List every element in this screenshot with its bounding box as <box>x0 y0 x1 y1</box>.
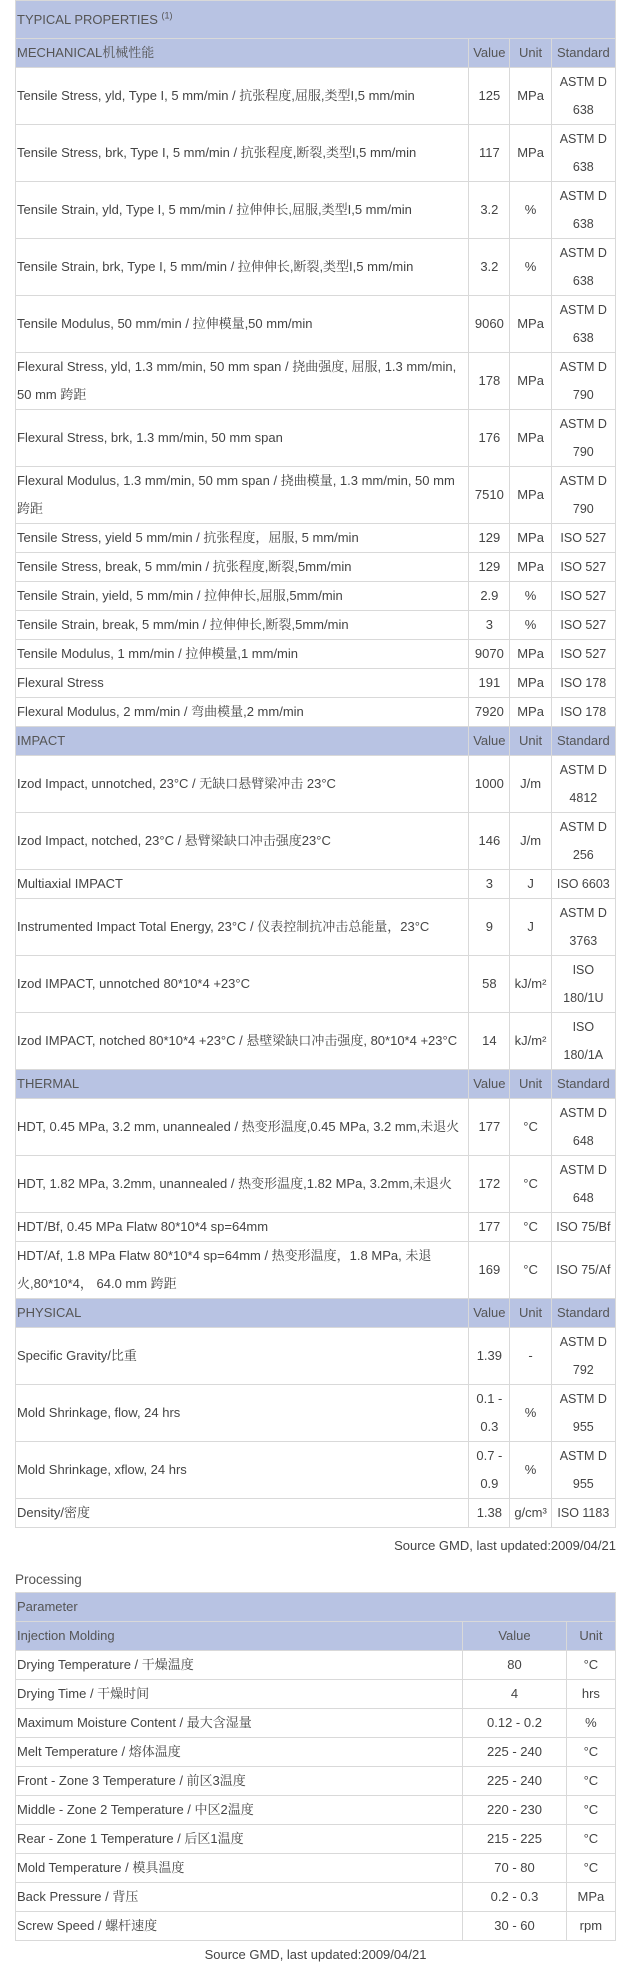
table-row <box>16 1796 616 1825</box>
property-unit: kJ/m² <box>510 1013 551 1070</box>
property-value: 3.2 <box>469 239 510 296</box>
unit-header: Unit <box>510 1299 551 1328</box>
property-unit: J/m <box>510 813 551 870</box>
table-row <box>16 1099 616 1156</box>
property-standard: ASTM D 638 <box>551 296 615 353</box>
property-name: Flexural Stress <box>16 669 469 698</box>
parameter-unit: MPa <box>566 1883 615 1912</box>
unit-header: Unit <box>510 727 551 756</box>
property-value: 172 <box>469 1156 510 1213</box>
table-row <box>16 1213 616 1242</box>
property-value: 177 <box>469 1099 510 1156</box>
parameter-name: Drying Time / 干燥时间 <box>16 1680 463 1709</box>
parameter-value: 0.12 - 0.2 <box>463 1709 567 1738</box>
unit-header: Unit <box>566 1622 615 1651</box>
property-value: 58 <box>469 956 510 1013</box>
property-standard: ISO 75/Bf <box>551 1213 615 1242</box>
property-standard: ASTM D 790 <box>551 467 615 524</box>
parameter-unit: °C <box>566 1767 615 1796</box>
parameter-value: 80 <box>463 1651 567 1680</box>
property-standard: ASTM D 790 <box>551 353 615 410</box>
table-row <box>16 582 616 611</box>
property-standard: ISO 75/Af <box>551 1242 615 1299</box>
parameter-name: Back Pressure / 背压 <box>16 1883 463 1912</box>
table-row <box>16 1242 616 1299</box>
property-value: 129 <box>469 524 510 553</box>
property-unit: % <box>510 582 551 611</box>
table-row <box>16 239 616 296</box>
property-standard: ASTM D 638 <box>551 125 615 182</box>
property-unit: kJ/m² <box>510 956 551 1013</box>
table-row <box>16 698 616 727</box>
property-value: 0.1 - 0.3 <box>469 1385 510 1442</box>
property-unit: MPa <box>510 68 551 125</box>
property-unit: % <box>510 1385 551 1442</box>
section-header-row <box>16 1070 616 1099</box>
section-header-row <box>16 39 616 68</box>
table-row <box>16 1013 616 1070</box>
property-name: HDT, 1.82 MPa, 3.2mm, unannealed / 热变形温度,1.82 MPa, 3.2mm,未退火 <box>16 1156 469 1213</box>
property-unit: J <box>510 899 551 956</box>
property-name: Density/密度 <box>16 1499 469 1528</box>
property-standard: ASTM D 638 <box>551 239 615 296</box>
property-standard: ISO 178 <box>551 698 615 727</box>
property-unit: - <box>510 1328 551 1385</box>
property-value: 129 <box>469 553 510 582</box>
property-name: Specific Gravity/比重 <box>16 1328 469 1385</box>
table-row <box>16 1442 616 1499</box>
table-row <box>16 756 616 813</box>
property-value: 9 <box>469 899 510 956</box>
property-standard: ASTM D 790 <box>551 410 615 467</box>
property-unit: MPa <box>510 410 551 467</box>
table-row <box>16 870 616 899</box>
property-value: 0.7 - 0.9 <box>469 1442 510 1499</box>
property-unit: J <box>510 870 551 899</box>
processing-source-note: Source GMD, last updated:2009/04/21 <box>204 1947 427 1962</box>
parameter-name: Maximum Moisture Content / 最大含湿量 <box>16 1709 463 1738</box>
property-unit: % <box>510 611 551 640</box>
section-name: IMPACT <box>16 727 469 756</box>
unit-header: Unit <box>510 1070 551 1099</box>
property-standard: ISO 527 <box>551 524 615 553</box>
table-row <box>16 1680 616 1709</box>
property-value: 7510 <box>469 467 510 524</box>
property-name: Mold Shrinkage, xflow, 24 hrs <box>16 1442 469 1499</box>
property-unit: °C <box>510 1242 551 1299</box>
property-unit: % <box>510 239 551 296</box>
property-name: Mold Shrinkage, flow, 24 hrs <box>16 1385 469 1442</box>
table-row <box>16 813 616 870</box>
table-row <box>16 125 616 182</box>
table-row <box>16 1651 616 1680</box>
value-header: Value <box>469 39 510 68</box>
parameter-unit: °C <box>566 1854 615 1883</box>
property-unit: % <box>510 182 551 239</box>
table-row <box>16 611 616 640</box>
parameter-name: Screw Speed / 螺杆速度 <box>16 1912 463 1941</box>
parameter-name: Middle - Zone 2 Temperature / 中区2温度 <box>16 1796 463 1825</box>
property-name: Tensile Modulus, 1 mm/min / 拉伸模量,1 mm/min <box>16 640 469 669</box>
property-standard: ISO 178 <box>551 669 615 698</box>
property-standard: ASTM D 638 <box>551 182 615 239</box>
value-header: Value <box>469 727 510 756</box>
property-standard: ISO 527 <box>551 553 615 582</box>
properties-title-row <box>16 1 616 39</box>
property-name: Tensile Modulus, 50 mm/min / 拉伸模量,50 mm/min <box>16 296 469 353</box>
table-row <box>16 1883 616 1912</box>
property-name: Tensile Stress, break, 5 mm/min / 抗张程度,断裂,5mm/min <box>16 553 469 582</box>
processing-table <box>15 1592 616 1941</box>
property-value: 3 <box>469 611 510 640</box>
table-row <box>16 353 616 410</box>
property-name: Tensile Strain, break, 5 mm/min / 拉伸伸长,断裂,5mm/min <box>16 611 469 640</box>
property-standard: ISO 527 <box>551 640 615 669</box>
table-row <box>16 1767 616 1796</box>
property-name: Flexural Modulus, 2 mm/min / 弯曲模量,2 mm/min <box>16 698 469 727</box>
property-name: Tensile Stress, yld, Type I, 5 mm/min / 抗张程度,屈服,类型I,5 mm/min <box>16 68 469 125</box>
parameter-name: Rear - Zone 1 Temperature / 后区1温度 <box>16 1825 463 1854</box>
property-standard: ASTM D 955 <box>551 1442 615 1499</box>
properties-title: TYPICAL PROPERTIES $^{(1)}$ <box>16 1 616 39</box>
property-unit: J/m <box>510 756 551 813</box>
property-name: Izod IMPACT, notched 80*10*4 +23°C / 悬壁梁缺口冲击强度, 80*10*4 +23°C <box>16 1013 469 1070</box>
title-footnote-marker: (1) <box>161 10 173 21</box>
section-name: MECHANICAL机械性能 <box>16 39 469 68</box>
value-header: Value <box>469 1070 510 1099</box>
table-row <box>16 899 616 956</box>
property-unit: MPa <box>510 669 551 698</box>
parameter-unit: rpm <box>566 1912 615 1941</box>
parameter-unit: °C <box>566 1651 615 1680</box>
property-value: 125 <box>469 68 510 125</box>
processing-parameter-header <box>16 1593 616 1622</box>
property-unit: MPa <box>510 640 551 669</box>
table-row <box>16 1854 616 1883</box>
table-row <box>16 1738 616 1767</box>
property-name: Multiaxial IMPACT <box>16 870 469 899</box>
property-name: Flexural Stress, yld, 1.3 mm/min, 50 mm span / 挠曲强度, 屈服, 1.3 mm/min, 50 mm 跨距 <box>16 353 469 410</box>
table-row <box>16 956 616 1013</box>
table-row <box>16 669 616 698</box>
property-value: 9070 <box>469 640 510 669</box>
property-standard: ASTM D 256 <box>551 813 615 870</box>
value-header: Value <box>463 1622 567 1651</box>
property-standard: ASTM D 648 <box>551 1156 615 1213</box>
property-value: 2.9 <box>469 582 510 611</box>
property-value: 169 <box>469 1242 510 1299</box>
parameter-name: Drying Temperature / 干燥温度 <box>16 1651 463 1680</box>
parameter-unit: hrs <box>566 1680 615 1709</box>
properties-table <box>15 0 616 1528</box>
table-row <box>16 1912 616 1941</box>
property-name: Izod IMPACT, unnotched 80*10*4 +23°C <box>16 956 469 1013</box>
property-value: 117 <box>469 125 510 182</box>
section-header-row <box>16 1299 616 1328</box>
standard-header: Standard <box>551 39 615 68</box>
table-row <box>16 410 616 467</box>
property-name: Tensile Strain, yield, 5 mm/min / 拉伸伸长,屈服,5mm/min <box>16 582 469 611</box>
property-name: Izod Impact, notched, 23°C / 悬臂梁缺口冲击强度23°C <box>16 813 469 870</box>
parameter-value: 70 - 80 <box>463 1854 567 1883</box>
property-standard: ISO 527 <box>551 582 615 611</box>
value-header: Value <box>469 1299 510 1328</box>
property-standard: ASTM D 792 <box>551 1328 615 1385</box>
property-standard: ISO 527 <box>551 611 615 640</box>
standard-header: Standard <box>551 727 615 756</box>
parameter-value: 0.2 - 0.3 <box>463 1883 567 1912</box>
property-unit: g/cm³ <box>510 1499 551 1528</box>
property-value: 178 <box>469 353 510 410</box>
unit-header: Unit <box>510 39 551 68</box>
property-name: Tensile Stress, brk, Type I, 5 mm/min / 抗张程度,断裂,类型I,5 mm/min <box>16 125 469 182</box>
property-unit: MPa <box>510 698 551 727</box>
property-name: HDT, 0.45 MPa, 3.2 mm, unannealed / 热变形温度,0.45 MPa, 3.2 mm,未退火 <box>16 1099 469 1156</box>
property-unit: MPa <box>510 553 551 582</box>
table-row <box>16 553 616 582</box>
parameter-unit: °C <box>566 1738 615 1767</box>
property-standard: ISO 6603 <box>551 870 615 899</box>
table-row <box>16 1385 616 1442</box>
property-standard: ASTM D 3763 <box>551 899 615 956</box>
property-name: Tensile Strain, brk, Type I, 5 mm/min / 拉伸伸长,断裂,类型I,5 mm/min <box>16 239 469 296</box>
table-row <box>16 1709 616 1738</box>
property-value: 9060 <box>469 296 510 353</box>
property-standard: ISO 1183 <box>551 1499 615 1528</box>
section-header-row <box>16 727 616 756</box>
property-value: 146 <box>469 813 510 870</box>
section-name: THERMAL <box>16 1070 469 1099</box>
standard-header: Standard <box>551 1070 615 1099</box>
property-standard: ASTM D 648 <box>551 1099 615 1156</box>
parameter-value: 225 - 240 <box>463 1767 567 1796</box>
parameter-name: Front - Zone 3 Temperature / 前区3温度 <box>16 1767 463 1796</box>
property-value: 177 <box>469 1213 510 1242</box>
table-row <box>16 640 616 669</box>
property-value: 1.39 <box>469 1328 510 1385</box>
table-row <box>16 68 616 125</box>
parameter-unit: °C <box>566 1825 615 1854</box>
property-unit: MPa <box>510 467 551 524</box>
parameter-value: 30 - 60 <box>463 1912 567 1941</box>
property-unit: % <box>510 1442 551 1499</box>
property-value: 1000 <box>469 756 510 813</box>
property-unit: °C <box>510 1099 551 1156</box>
parameter-value: 215 - 225 <box>463 1825 567 1854</box>
properties-source-note: Source GMD, last updated:2009/04/21 <box>394 1538 616 1553</box>
property-standard: ISO 180/1A <box>551 1013 615 1070</box>
table-row <box>16 1499 616 1528</box>
property-value: 1.38 <box>469 1499 510 1528</box>
property-value: 176 <box>469 410 510 467</box>
property-unit: MPa <box>510 353 551 410</box>
property-name: Instrumented Impact Total Energy, 23°C / 仪表控制抗冲击总能量，23°C <box>16 899 469 956</box>
property-unit: °C <box>510 1213 551 1242</box>
property-unit: °C <box>510 1156 551 1213</box>
parameter-name: Mold Temperature / 模具温度 <box>16 1854 463 1883</box>
property-name: Tensile Stress, yield 5 mm/min / 抗张程度，屈服, 5 mm/min <box>16 524 469 553</box>
standard-header: Standard <box>551 1299 615 1328</box>
parameter-value: 225 - 240 <box>463 1738 567 1767</box>
table-row <box>16 524 616 553</box>
property-value: 7920 <box>469 698 510 727</box>
property-value: 14 <box>469 1013 510 1070</box>
property-unit: MPa <box>510 125 551 182</box>
property-standard: ASTM D 4812 <box>551 756 615 813</box>
parameter-value: 4 <box>463 1680 567 1709</box>
property-value: 191 <box>469 669 510 698</box>
section-name: PHYSICAL <box>16 1299 469 1328</box>
table-row <box>16 467 616 524</box>
property-name: Flexural Modulus, 1.3 mm/min, 50 mm span / 挠曲模量, 1.3 mm/min, 50 mm 跨距 <box>16 467 469 524</box>
property-name: Tensile Strain, yld, Type I, 5 mm/min / 拉伸伸长,屈服,类型I,5 mm/min <box>16 182 469 239</box>
table-row <box>16 1328 616 1385</box>
property-unit: MPa <box>510 296 551 353</box>
property-standard: ASTM D 638 <box>551 68 615 125</box>
section-name: Injection Molding <box>16 1622 463 1651</box>
parameter-unit: % <box>566 1709 615 1738</box>
parameter-unit: °C <box>566 1796 615 1825</box>
processing-section-header <box>16 1622 616 1651</box>
property-value: 3 <box>469 870 510 899</box>
table-row <box>16 182 616 239</box>
parameter-name: Melt Temperature / 熔体温度 <box>16 1738 463 1767</box>
processing-label: Processing <box>15 1572 82 1587</box>
parameter-value: 220 - 230 <box>463 1796 567 1825</box>
table-row <box>16 1825 616 1854</box>
property-name: Izod Impact, unnotched, 23°C / 无缺口悬臂梁冲击 23°C <box>16 756 469 813</box>
table-row <box>16 1156 616 1213</box>
property-name: HDT/Af, 1.8 MPa Flatw 80*10*4 sp=64mm / 热变形温度，1.8 MPa, 未退火,80*10*4， 64.0 mm 跨距 <box>16 1242 469 1299</box>
property-name: Flexural Stress, brk, 1.3 mm/min, 50 mm span <box>16 410 469 467</box>
property-standard: ISO 180/1U <box>551 956 615 1013</box>
property-name: HDT/Bf, 0.45 MPa Flatw 80*10*4 sp=64mm <box>16 1213 469 1242</box>
parameter-header-cell: Parameter <box>16 1593 616 1622</box>
table-row <box>16 296 616 353</box>
property-standard: ASTM D 955 <box>551 1385 615 1442</box>
property-unit: MPa <box>510 524 551 553</box>
property-value: 3.2 <box>469 182 510 239</box>
